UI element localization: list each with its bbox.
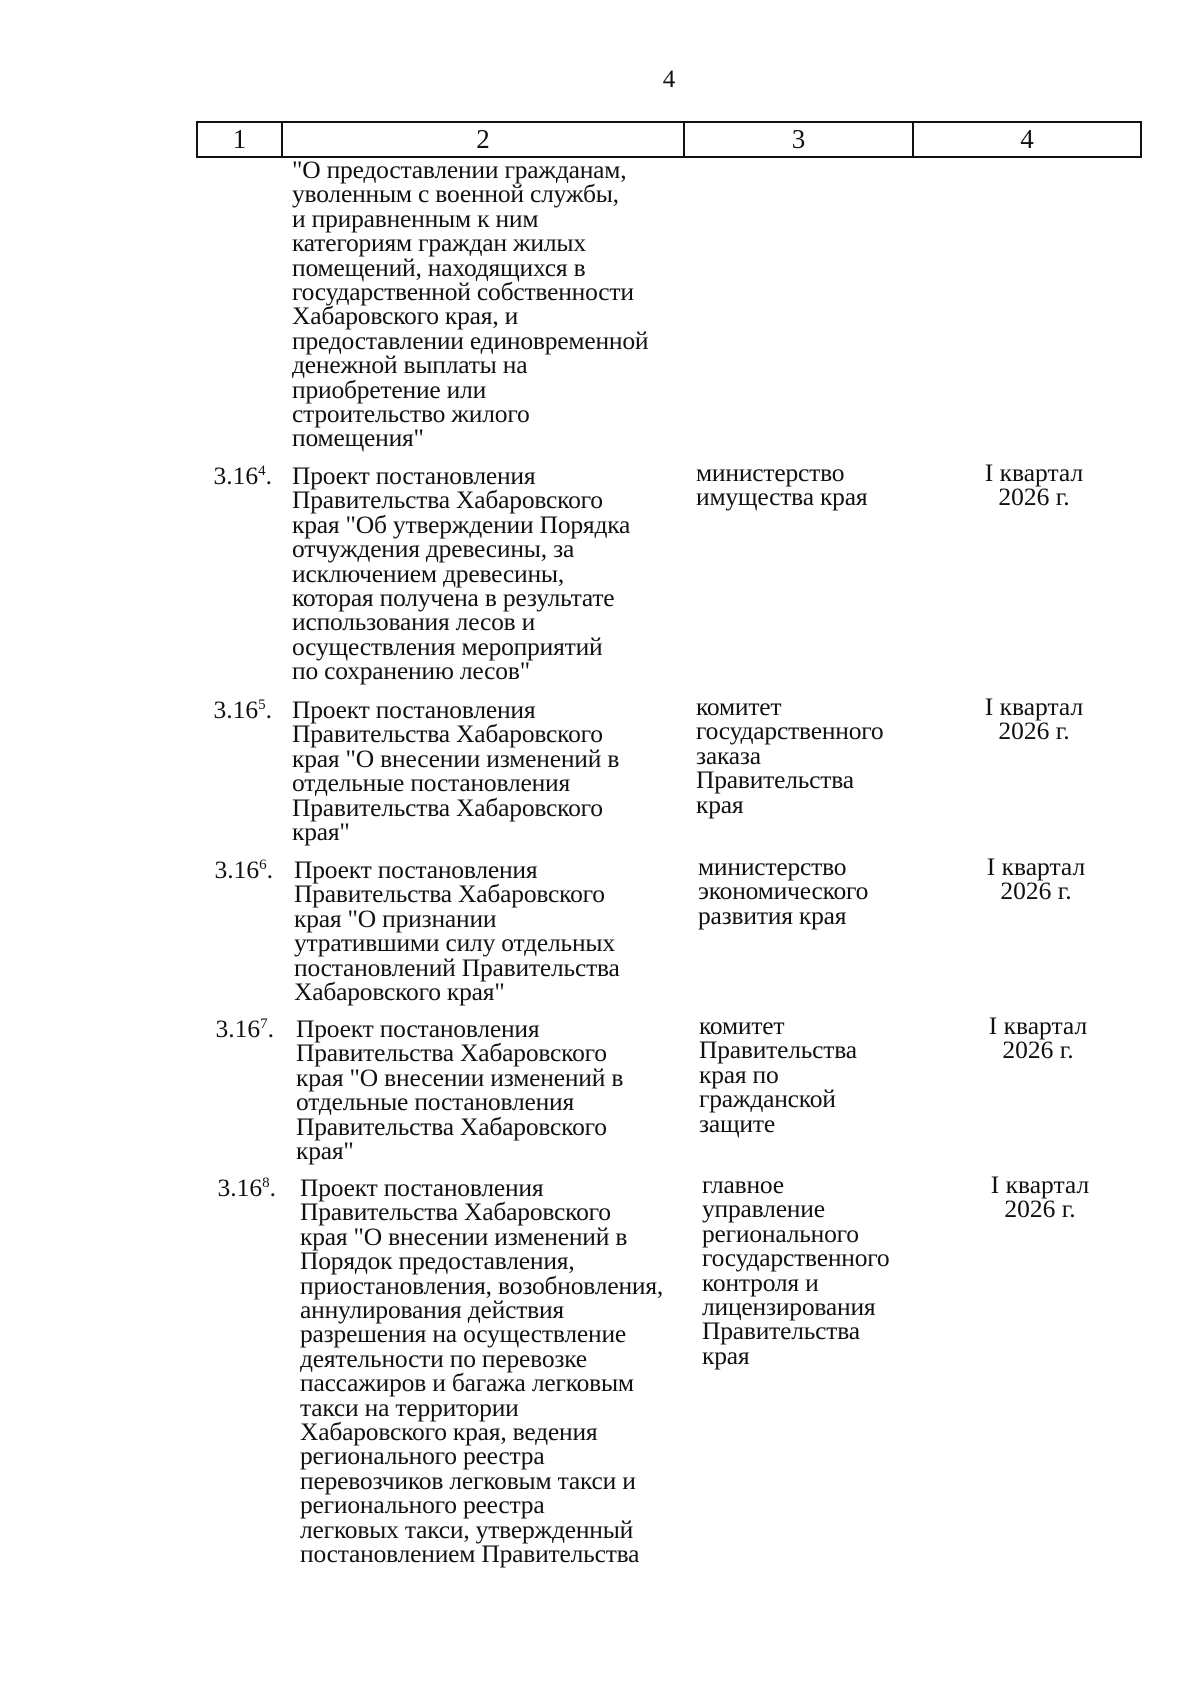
row-number (194, 1014, 274, 1043)
row-responsible: комитет Правительства края по гражданской защите (699, 1011, 857, 1138)
header-col-responsible: 3 (685, 123, 914, 156)
continuation-description: "О предоставлении гражданам, уволенным с военной службы, и приравненным к ним категориям граждан жилых помещений, находящихся в государственной собственности Хабаровского края, и предоставлении единовременной денежной выплаты на приобретение или строительство жилого помещения" (292, 155, 649, 453)
page-number: 4 (662, 66, 676, 93)
row-deadline: I квартал 2026 г. (984, 692, 1084, 746)
row-number-suffix: . (269, 1173, 276, 1202)
row-deadline: I квартал 2026 г. (990, 1170, 1090, 1224)
row-deadline: I квартал 2026 г. (986, 852, 1086, 906)
header-col-deadline: 4 (1020, 124, 1034, 154)
row-responsible: министерство экономического развития края (698, 852, 869, 930)
row-number-superscript: 4 (258, 463, 266, 479)
row-number (193, 855, 273, 884)
row-number-suffix: . (265, 461, 272, 490)
row-number-base: 3.16 (214, 855, 260, 884)
row-number-superscript: 5 (258, 697, 266, 713)
row-deadline: I квартал 2026 г. (984, 458, 1084, 512)
row-number (192, 695, 272, 724)
row-responsible: министерство имущества края (696, 458, 868, 512)
table-header (196, 121, 1142, 158)
row-number (192, 461, 272, 490)
row-responsible: главное управление регионального государственного контроля и лицензирования Правительства края (702, 1170, 890, 1370)
row-number-superscript: 8 (262, 1175, 270, 1191)
row-number-suffix: . (267, 1014, 274, 1043)
row-description: Проект постановления Правительства Хабаровского края "О внесении изменений в Порядок предоставления, приостановления, возобновления, аннулирования действия разрешения на осуществление деятельности по перевозке пассажиров и багажа легковым такси на территории Хабаровского края, ведения регионального реестра перевозчиков легковым такси и регионального реестра легковых такси, утвержденный постановлением Правительства (300, 1173, 664, 1569)
row-responsible: комитет государственного заказа Правительства края (696, 692, 884, 819)
row-number-base: 3.16 (217, 1173, 263, 1202)
row-number (196, 1173, 276, 1202)
row-deadline: I квартал 2026 г. (988, 1011, 1088, 1065)
row-description: Проект постановления Правительства Хабаровского края "О внесении изменений в отдельные постановления Правительства Хабаровского края" (296, 1014, 624, 1166)
row-number-superscript: 6 (259, 857, 267, 873)
row-number-base: 3.16 (215, 1014, 261, 1043)
row-number-suffix: . (265, 695, 272, 724)
row-number-superscript: 7 (260, 1016, 268, 1032)
row-number-suffix: . (266, 855, 273, 884)
row-description: Проект постановления Правительства Хабаровского края "Об утверждении Порядка отчуждения древесины, за исключением древесины, которая получена в результате использования лесов и осуществления мероприятий по сохранению лесов" (292, 461, 631, 686)
row-description: Проект постановления Правительства Хабаровского края "О внесении изменений в отдельные постановления Правительства Хабаровского края" (292, 695, 620, 847)
row-number-base: 3.16 (213, 695, 259, 724)
row-number-base: 3.16 (213, 461, 259, 490)
header-col-number: 1 (198, 123, 283, 156)
row-description: Проект постановления Правительства Хабаровского края "О признании утратившими силу отдельных постановлений Правительства Хабаровского края" (294, 855, 620, 1007)
header-col-description: 2 (283, 123, 685, 156)
